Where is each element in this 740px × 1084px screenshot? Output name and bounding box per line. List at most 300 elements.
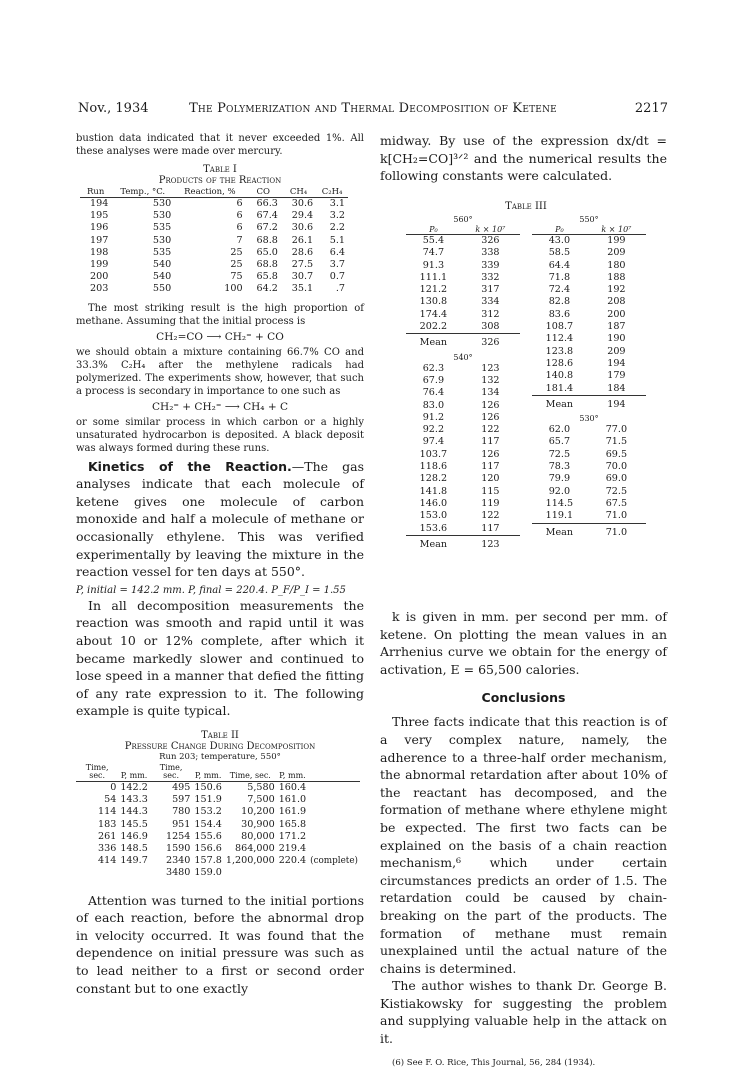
table2-title: Pressure Change During Decomposition — [124, 740, 316, 752]
group-550: 550° — [579, 215, 599, 224]
table-cell: 156.6 — [194, 842, 222, 854]
table-cell: 1,200,000 — [225, 855, 275, 867]
table2-header: Time, sec. — [76, 764, 118, 782]
table-row — [406, 363, 520, 375]
table-cell: 3.7 — [329, 259, 345, 271]
table-cell: 68.8 — [256, 234, 278, 246]
mean-label: Mean — [406, 334, 461, 350]
table-row — [80, 198, 348, 211]
table-row — [406, 260, 520, 272]
table-cell: 66.3 — [256, 198, 278, 209]
table1-header: CH₄ — [281, 188, 316, 198]
table-cell: 6 — [236, 198, 243, 209]
table-cell: 92.2 — [422, 424, 445, 436]
table-cell: 165.8 — [278, 818, 307, 830]
table-cell: 153.2 — [194, 806, 222, 818]
table-cell: 64.4 — [548, 259, 571, 271]
table-cell: 179 — [607, 370, 626, 382]
table-cell: 181.4 — [545, 382, 574, 394]
table-row — [76, 781, 360, 794]
table-cell: 111.1 — [419, 271, 448, 283]
table-cell: 30.6 — [291, 222, 314, 234]
table-cell — [308, 806, 360, 818]
table-row — [532, 309, 646, 321]
table-row — [76, 831, 360, 843]
table-cell: 82.8 — [548, 296, 571, 308]
table-cell: 141.8 — [419, 485, 448, 497]
table-row — [406, 461, 520, 473]
table-cell: 126 — [481, 411, 500, 423]
table1-header: Reaction, % — [174, 188, 245, 198]
table-row — [76, 867, 360, 879]
table-cell: 2340 — [165, 855, 191, 867]
table-cell: 65.8 — [256, 271, 278, 283]
table-cell: 209 — [607, 247, 626, 259]
table-row — [532, 235, 646, 248]
table-cell: 220.4 — [278, 855, 307, 867]
table-cell: 183 — [98, 818, 117, 830]
table-cell: 69.5 — [605, 448, 628, 460]
table-cell: 196 — [90, 222, 109, 234]
table-cell: 780 — [172, 806, 191, 818]
table-cell — [308, 781, 360, 794]
table-cell: 540 — [152, 259, 172, 271]
table-cell: 161.9 — [278, 806, 307, 818]
mean-label: Mean — [532, 523, 587, 539]
mean-550: 194 — [587, 395, 646, 411]
table-cell: 64.2 — [256, 283, 278, 295]
table-cell: 119 — [481, 497, 500, 509]
table-row — [406, 449, 520, 461]
group-540: 540° — [453, 352, 473, 362]
table-cell: 100 — [224, 283, 243, 295]
table-cell — [308, 831, 360, 843]
table-cell: 30,900 — [241, 818, 275, 830]
table-cell: 67.5 — [605, 497, 628, 509]
table-cell: 122 — [481, 510, 500, 522]
table-cell: 200 — [90, 271, 109, 283]
table2 — [76, 764, 360, 880]
table-row — [80, 271, 348, 283]
footnote: (6) See F. O. Rice, This Journal, 56, 284 (1934). — [392, 1057, 596, 1068]
table-cell: 128.2 — [419, 473, 448, 485]
table2-header: P, mm. — [277, 764, 308, 782]
table-cell: 174.4 — [419, 308, 448, 320]
table-cell: 10,200 — [241, 806, 275, 818]
table-row — [406, 473, 520, 485]
table-row — [406, 424, 520, 436]
table-cell: 118.6 — [419, 461, 448, 473]
table-cell: 184 — [607, 382, 626, 394]
table-cell — [76, 867, 118, 879]
table-cell: 72.5 — [548, 448, 571, 460]
table-cell: 126 — [481, 448, 500, 460]
table-row — [76, 794, 360, 806]
header-date: Nov., 1934 — [78, 101, 149, 116]
table-cell: 108.7 — [545, 321, 574, 333]
table-cell: 62.0 — [548, 424, 571, 436]
table-cell: 414 — [98, 855, 117, 867]
table-cell: 142.2 — [120, 781, 148, 793]
paragraph-attention: Attention was turned to the initial portions of each reaction, before the abnormal drop in velocity occurred. It was found that the dependence on initial pressure was such as to lead neither to a first or second order constant but to one exactly — [76, 892, 364, 996]
table-cell: 27.5 — [291, 259, 314, 271]
table-cell: 128.6 — [545, 357, 574, 369]
table-row — [76, 855, 360, 867]
table-cell: 326 — [481, 235, 500, 246]
table-cell: 80,000 — [241, 830, 275, 842]
table-cell: 149.7 — [120, 855, 148, 867]
table-cell: 530 — [152, 210, 172, 222]
table-cell — [277, 867, 308, 879]
table1-title: Products of the Reaction — [158, 175, 282, 186]
table1-header: Temp., °C. — [111, 188, 174, 198]
paragraph-k-given: k is given in mm. per second per mm. of ketene. On plotting the mean values in an Arrhenius curve we obtain for the energy of activation, E = 65,500 calories. — [380, 609, 667, 677]
table-cell: 117 — [481, 436, 500, 448]
table-cell: 78.3 — [548, 461, 571, 473]
table-cell: 58.5 — [548, 247, 571, 259]
table-row — [76, 819, 360, 831]
table-cell: 153.6 — [419, 522, 448, 534]
table-cell: 0.7 — [329, 271, 345, 283]
table-row — [406, 296, 520, 308]
header-p0: P₀ — [406, 225, 461, 235]
table-cell: 199 — [90, 259, 109, 271]
table2-label: Table II — [201, 729, 239, 741]
table-row — [532, 346, 646, 358]
table-row — [532, 498, 646, 510]
paragraph-decomposition: In all decomposition measurements the reaction was smooth and rapid until it was about 10 or 12% complete, after which it became markedly slower and continued to lose speed in a manner that defied the fitting of any rate expression to it. The following example is quite typical. — [76, 597, 364, 719]
table-cell: 530 — [152, 198, 172, 209]
table3-left-block — [406, 215, 520, 551]
table-cell: 202.2 — [419, 321, 448, 333]
mean-label: Mean — [406, 535, 461, 551]
table-cell: 159.0 — [194, 867, 222, 879]
mean-label: Mean — [532, 395, 587, 411]
table-cell: 161.0 — [278, 794, 307, 806]
table-cell: 145.5 — [120, 818, 148, 830]
table-cell: 5,580 — [247, 781, 275, 793]
table-cell: 3.1 — [329, 198, 345, 209]
table-cell: 65.7 — [548, 436, 571, 448]
table-cell: 120 — [481, 473, 500, 485]
table-cell: 130.8 — [419, 296, 448, 308]
table-row — [406, 436, 520, 448]
table-cell: 83.6 — [548, 308, 571, 320]
table-cell: 71.8 — [548, 271, 571, 283]
header-k: k × 10⁷ — [587, 225, 646, 235]
table-cell: 155.6 — [194, 830, 222, 842]
table-cell — [308, 819, 360, 831]
table-cell: 317 — [481, 284, 500, 296]
group-530: 530° — [579, 414, 599, 424]
table-row — [532, 383, 646, 396]
table-cell: 5.1 — [329, 234, 345, 246]
table-row — [406, 523, 520, 536]
table-cell: 91.3 — [422, 259, 445, 271]
table-cell: 190 — [607, 333, 626, 345]
table-cell: 203 — [90, 283, 109, 295]
table-cell: 338 — [481, 247, 500, 259]
table-row — [406, 309, 520, 321]
table-cell: 1590 — [165, 842, 191, 854]
table-cell: 123 — [481, 362, 500, 374]
paragraph-mixture: we should obtain a mixture containing 66.7% CO and 33.3% C₂H₄ after the methylene radicals had polymerized. The experiments show, however, that such a process is secondary in importance to one such as — [76, 346, 364, 397]
table-cell: 79.9 — [548, 473, 571, 485]
table-cell: 92.0 — [548, 485, 571, 497]
table-cell: 72.4 — [548, 284, 571, 296]
table-row — [532, 284, 646, 296]
table-cell: 336 — [98, 842, 117, 854]
table-row — [532, 247, 646, 259]
table-cell: 157.8 — [194, 855, 222, 867]
table-row — [406, 486, 520, 498]
table-cell: 219.4 — [278, 842, 307, 854]
table-cell: 123.8 — [545, 345, 574, 357]
table-cell — [308, 843, 360, 855]
table-row — [532, 510, 646, 523]
header-title: The Polymerization and Thermal Decomposition of Ketene — [189, 101, 557, 116]
table-cell: 74.7 — [422, 247, 445, 259]
table-cell: 146.0 — [419, 497, 448, 509]
table-cell: 334 — [481, 296, 500, 308]
table-cell: 208 — [607, 296, 626, 308]
left-column — [76, 132, 364, 997]
table-cell — [224, 867, 277, 879]
table-row — [406, 247, 520, 259]
table-row — [532, 436, 646, 448]
pressure-line: P, initial = 142.2 mm. P, final = 220.4. P_F/P_I = 1.55 — [76, 584, 346, 596]
table-cell: 117 — [481, 461, 500, 473]
table-row — [406, 272, 520, 284]
table-cell: 187 — [607, 321, 626, 333]
table-cell: 25 — [230, 259, 243, 271]
header-k: k × 10⁷ — [461, 225, 520, 235]
kinetics-paragraph — [76, 458, 364, 581]
table-cell: 535 — [152, 222, 172, 234]
table1-header: Run — [80, 188, 111, 198]
table-cell: 28.6 — [291, 246, 314, 258]
table-cell — [118, 867, 149, 879]
table-cell: 339 — [481, 259, 500, 271]
table-cell: 114 — [98, 806, 117, 818]
table-row — [532, 260, 646, 272]
table-cell: 151.9 — [194, 794, 222, 806]
mean-530: 71.0 — [587, 523, 646, 539]
table-row — [532, 449, 646, 461]
table-cell: 197 — [90, 234, 109, 246]
kinetics-body: —The gas analyses indicate that each molecule of ketene gives one molecule of carbon monoxide and half a molecule of methane or occasionally ethylene. This was verified experimentally by leaving the mixture in the reaction vessel for ten days at 550°. — [76, 458, 364, 580]
table-row — [532, 321, 646, 333]
table-cell: 25 — [230, 246, 243, 258]
table-cell: 332 — [481, 271, 500, 283]
table-cell: .7 — [335, 283, 345, 295]
table-cell: 71.0 — [605, 510, 628, 522]
paragraph-midway: midway. By use of the expression dx/dt = k[CH₂=CO]³ᐟ² and the numerical results the following constants were calculated. — [380, 133, 667, 184]
table-cell — [308, 794, 360, 806]
table-cell: 199 — [607, 235, 626, 246]
table-cell: (complete) — [310, 856, 358, 867]
table2-header: P, mm. — [192, 764, 223, 782]
table-cell: 146.9 — [120, 830, 148, 842]
table-cell: 7 — [236, 234, 243, 246]
table-cell: 200 — [607, 308, 626, 320]
table-row — [532, 272, 646, 284]
table-cell: 0 — [110, 781, 117, 793]
table-cell: 864,000 — [235, 842, 275, 854]
table2-header: Time, sec. — [224, 764, 277, 782]
table-cell: 3.2 — [329, 210, 345, 222]
table-row — [406, 510, 520, 522]
table-row — [532, 461, 646, 473]
table-cell: 154.4 — [194, 818, 222, 830]
table-cell: 192 — [607, 284, 626, 296]
table-cell: 6 — [236, 210, 243, 222]
table-cell: 62.3 — [422, 362, 445, 374]
paragraph-three-facts: Three facts indicate that this reaction is of a very complex nature, namely, the adherence to a three-half order mechanism, the abnormal retardation after about 10% of the reactant has decomposed, and the formation of methane where ethylene might be expected. The first two facts can be explained on the basis of a chain reaction mechanism,⁶ which under certain circumstances predicts an order of 1.5. The retardation could be caused by chain-breaking on the part of the products. The formation of methane must remain unexplained until the actual nature of the chains is determined. — [380, 714, 667, 976]
table-row — [80, 235, 348, 247]
table-cell: 308 — [481, 321, 500, 333]
table-row — [406, 284, 520, 296]
table-cell: 312 — [481, 308, 500, 320]
table-cell: 180 — [607, 259, 626, 271]
table-cell: 195 — [90, 210, 109, 222]
table-row — [406, 400, 520, 412]
table-row — [532, 333, 646, 345]
table-cell: 134 — [481, 387, 500, 399]
table-row — [532, 424, 646, 436]
table-cell: 209 — [607, 345, 626, 357]
equation-2: CH₂⁼ + CH₂⁼ ⟶ CH₄ + C — [152, 400, 288, 413]
table-cell: 83.0 — [422, 399, 445, 411]
table-cell: 143.3 — [120, 794, 148, 806]
table3 — [406, 201, 646, 585]
table-cell: 67.2 — [256, 222, 278, 234]
table-cell: 26.1 — [291, 234, 314, 246]
table-cell: 30.6 — [291, 198, 314, 209]
table1 — [80, 188, 348, 296]
table-cell: 198 — [90, 246, 109, 258]
running-header — [78, 101, 668, 123]
kinetics-heading: Kinetics of the Reaction. — [88, 458, 292, 474]
table-row — [80, 210, 348, 222]
table-cell: 153.0 — [419, 510, 448, 522]
table2-header-blank — [308, 764, 360, 782]
table-cell: 68.8 — [256, 259, 278, 271]
conclusions-heading: Conclusions — [481, 690, 566, 706]
table-cell: 103.7 — [419, 448, 448, 460]
table3-label: Table III — [505, 201, 547, 212]
table-cell: 75 — [230, 271, 243, 283]
group-560: 560° — [453, 215, 473, 224]
mean-560: 326 — [461, 334, 520, 350]
table-row — [76, 843, 360, 855]
table-cell: 540 — [152, 271, 172, 283]
table-row — [406, 235, 520, 248]
table-cell: 55.4 — [422, 235, 445, 246]
table2-header: Time, sec. — [150, 764, 193, 782]
table-cell: 194 — [607, 357, 626, 369]
table-row — [532, 296, 646, 308]
table-row — [76, 806, 360, 818]
table-cell: 114.5 — [545, 497, 574, 509]
table-row — [532, 370, 646, 382]
table-cell: 67.4 — [256, 210, 278, 222]
table-cell: 7,500 — [247, 794, 275, 806]
table1-label: Table I — [203, 164, 237, 175]
header-p0: P₀ — [532, 225, 587, 235]
table-row — [532, 358, 646, 370]
table-cell: 1254 — [165, 830, 191, 842]
table-row — [80, 283, 348, 295]
table-cell: 29.4 — [291, 210, 314, 222]
table-cell: 67.9 — [422, 374, 445, 386]
table-cell: 550 — [152, 283, 172, 295]
mean-540: 123 — [461, 535, 520, 551]
table-cell: 530 — [152, 234, 172, 246]
table-cell: 30.7 — [291, 271, 314, 283]
right-column — [380, 132, 667, 185]
table-cell: 115 — [481, 485, 500, 497]
table-row — [532, 486, 646, 498]
table-cell: 76.4 — [422, 387, 445, 399]
page-number: 2217 — [634, 101, 668, 116]
table-cell: 69.0 — [605, 473, 628, 485]
table1-header: C₂H₄ — [316, 188, 348, 198]
table-cell: 122 — [481, 424, 500, 436]
table-cell: 194 — [90, 198, 109, 209]
table2-header: P, mm. — [118, 764, 149, 782]
table-row — [406, 375, 520, 387]
table-cell — [308, 867, 360, 879]
intro-text: bustion data indicated that it never exceeded 1%. All these analyses were made over mercury. — [76, 133, 364, 157]
table-cell: 121.2 — [419, 284, 448, 296]
table-cell: 2.2 — [329, 222, 345, 234]
table-cell: 43.0 — [548, 235, 571, 246]
table-cell: 3480 — [165, 867, 191, 879]
table-cell: 119.1 — [545, 510, 574, 522]
right-column-lower — [380, 608, 667, 1076]
table-cell: 54 — [104, 794, 117, 806]
paragraph-methane: The most striking result is the high proportion of methane. Assuming that the initial process is — [76, 302, 364, 327]
table-cell: 6.4 — [329, 246, 345, 258]
table-cell: 261 — [98, 830, 117, 842]
table-cell: 70.0 — [605, 461, 628, 473]
table-cell: 91.2 — [422, 411, 445, 423]
table-row — [406, 321, 520, 334]
table-row — [406, 387, 520, 399]
table3-right-block — [532, 215, 646, 539]
table-cell: 126 — [481, 399, 500, 411]
table-cell: 77.0 — [605, 424, 628, 436]
table-row — [80, 247, 348, 259]
table-row — [532, 473, 646, 485]
table-cell: 951 — [172, 818, 191, 830]
paragraph-acknowledgment: The author wishes to thank Dr. George B. Kistiakowsky for suggesting the problem and supplying valuable help in the attack on it. — [380, 978, 667, 1047]
table2-subtitle: Run 203; temperature, 550° — [159, 751, 281, 762]
table-cell: 65.0 — [256, 246, 278, 258]
table-cell: 140.8 — [545, 370, 574, 382]
table-cell: 72.5 — [605, 485, 628, 497]
table-cell: 35.1 — [291, 283, 314, 295]
table-cell: 597 — [172, 794, 191, 806]
table-cell: 6 — [236, 222, 243, 234]
table-row — [80, 222, 348, 234]
table-cell: 150.6 — [194, 781, 222, 793]
table-cell: 148.5 — [120, 842, 148, 854]
table-cell: 112.4 — [545, 333, 574, 345]
equation-1: CH₂=CO ⟶ CH₂⁼ + CO — [156, 330, 284, 343]
table-cell: 117 — [481, 522, 500, 534]
